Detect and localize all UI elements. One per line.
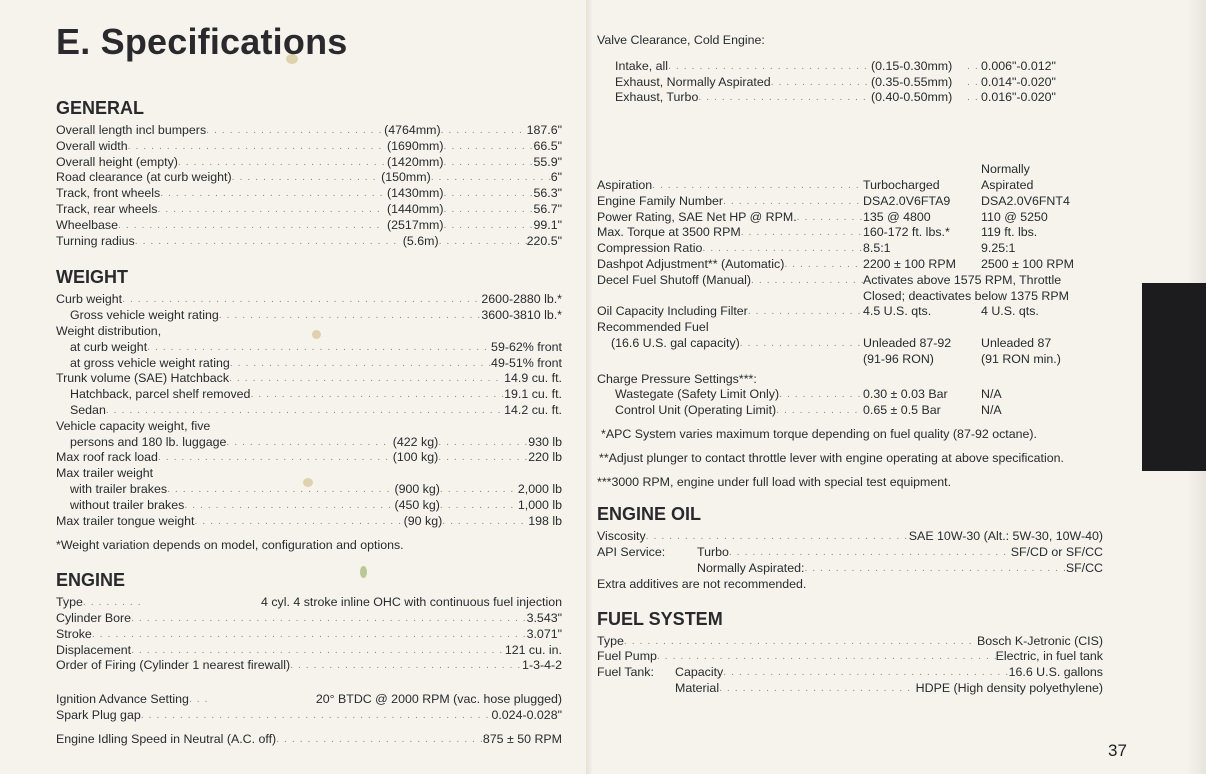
column-header: Normally <box>981 162 1030 177</box>
spec-label: Weight distribution, <box>56 323 162 338</box>
spec-row <box>56 202 562 218</box>
page-title: E. Specifications <box>56 21 348 62</box>
spec-metric: (1440mm) <box>387 201 444 216</box>
spec-label: Engine Family Number <box>597 193 724 208</box>
spec-row <box>56 595 562 611</box>
spec-row <box>597 634 1103 650</box>
spec-value: 99.1" <box>533 217 562 232</box>
weight-section <box>56 267 562 554</box>
spec-value: 1,000 lb <box>517 497 562 512</box>
spec-row <box>56 514 562 530</box>
spec-row <box>56 139 562 155</box>
footnote: ***3000 RPM, engine under full load with special test equipment. <box>597 474 952 489</box>
spec-label: Type <box>597 633 624 648</box>
spec-label: at gross vehicle weight rating <box>70 355 230 370</box>
spec-row <box>56 234 562 250</box>
engine-spec-table <box>597 162 1103 367</box>
spec-label: Max roof rack load <box>56 450 158 465</box>
spec-value: 20° BTDC @ 2000 RPM (vac. hose plugged) <box>315 692 562 707</box>
spec-label: Viscosity <box>597 529 646 544</box>
section-heading: WEIGHT <box>56 267 128 288</box>
spec-metric: (450 kg) <box>394 497 440 512</box>
spec-metric: (900 kg) <box>394 481 440 496</box>
section-heading: ENGINE OIL <box>597 504 702 525</box>
spec-label: at curb weight <box>70 339 148 354</box>
section-tab-marker <box>1142 283 1206 471</box>
spec-label: Recommended Fuel <box>597 320 709 335</box>
spec-label: Order of Firing (Cylinder 1 nearest firewall) <box>56 658 291 673</box>
spec-value: 66.5" <box>533 138 562 153</box>
spec-value: 4 cyl. 4 stroke inline OHC with continuous fuel injection <box>261 595 562 610</box>
spec-label: Curb weight <box>56 292 123 307</box>
spec-value: SF/CD or SF/CC <box>1010 545 1103 560</box>
spec-na-value: 4 U.S. qts. <box>981 304 1039 319</box>
spec-row <box>56 482 562 498</box>
spec-label: Power Rating, SAE Net HP @ RPM. <box>597 209 797 224</box>
spec-label: Charge Pressure Settings***: <box>597 371 757 386</box>
spec-row <box>56 450 562 466</box>
spec-value: 6" <box>550 170 562 185</box>
spec-value: 0.006"-0.012" <box>981 58 1056 73</box>
spec-row <box>56 186 562 202</box>
spec-label: Control Unit (Operating Limit) <box>615 403 777 418</box>
spec-label: Overall length incl bumpers <box>56 123 207 137</box>
spec-turbo-value: DSA2.0V6FTA9 <box>863 193 951 208</box>
spec-row <box>597 545 1103 561</box>
spec-row <box>56 123 562 139</box>
book-spine <box>586 0 592 774</box>
spec-label: Max trailer tongue weight <box>56 513 195 528</box>
spec-row <box>56 155 562 171</box>
spec-metric: (2517mm) <box>387 217 444 232</box>
spec-value: 875 ± 50 RPM <box>482 731 562 746</box>
spec-label: Road clearance (at curb weight) <box>56 170 232 185</box>
spec-label: Exhaust, Turbo <box>615 90 699 105</box>
spec-value: 187.6" <box>526 123 562 137</box>
spec-row <box>56 419 562 435</box>
spec-value: 16.6 U.S. gallons <box>1008 665 1103 680</box>
spec-row <box>56 435 562 451</box>
spec-turbo-value: 4.5 U.S. qts. <box>863 304 932 319</box>
spec-value: 198 lb <box>528 513 562 528</box>
footnote: **Adjust plunger to contact throttle lever with engine operating at above specification. <box>599 450 1064 465</box>
spec-label-cell <box>597 304 863 320</box>
spec-na-value: Aspirated <box>981 177 1034 192</box>
spec-metric: (1430mm) <box>387 186 444 201</box>
spec-label: Max. Torque at 3500 RPM <box>597 225 741 240</box>
footnote: *Weight variation depends on model, configuration and options. <box>56 538 404 553</box>
spec-label: Compression Ratio <box>597 241 703 256</box>
spec-value: 3.071" <box>526 626 562 641</box>
spec-row <box>56 627 562 643</box>
spec-row <box>56 340 562 356</box>
spec-row <box>56 356 562 372</box>
spec-value: 3.543" <box>526 610 562 625</box>
spec-value: 220 lb <box>528 450 562 465</box>
spec-na-value: (91 RON min.) <box>981 351 1061 366</box>
spec-turbo-value: (91-96 RON) <box>863 351 934 366</box>
spec-metric: (150mm) <box>381 170 431 185</box>
spec-na-value: 2500 ± 100 RPM <box>981 256 1074 271</box>
spec-label: Overall height (empty) <box>56 154 178 169</box>
spec-value: HDPE (High density polyethylene) <box>915 680 1103 695</box>
spec-value: Activates above 1575 RPM, Throttle Closed; deactivates below 1375 RPM <box>863 272 1069 303</box>
left-page <box>56 22 562 748</box>
spec-value: 56.7" <box>533 201 562 216</box>
spec-label: Engine Idling Speed in Neutral (A.C. off) <box>56 731 277 746</box>
spec-value: 19.1 cu. ft. <box>504 387 562 402</box>
spec-label: Sedan <box>70 402 106 417</box>
spec-value: 0.016"-0.020" <box>981 90 1056 105</box>
section-heading: GENERAL <box>56 98 145 118</box>
spec-row <box>56 643 562 659</box>
general-section <box>56 98 562 249</box>
spec-row <box>597 529 1103 545</box>
spec-metric: (90 kg) <box>403 513 443 528</box>
spec-value: SF/CC <box>1065 560 1103 575</box>
spec-row <box>56 466 562 482</box>
charge-pressure-table <box>597 372 1103 419</box>
spec-turbo-value: 135 @ 4800 <box>863 209 931 224</box>
spec-label: (16.6 U.S. gal capacity) <box>611 335 740 350</box>
spec-label: Wheelbase <box>56 217 118 232</box>
spec-value: 59-62% front <box>491 339 562 354</box>
spec-metric: (1690mm) <box>387 138 444 153</box>
spec-row <box>597 59 1103 75</box>
right-page <box>597 33 1103 697</box>
spec-label: Stroke <box>56 626 92 641</box>
spec-row <box>56 732 562 748</box>
spec-row <box>597 561 1103 577</box>
spec-label-cell <box>597 387 863 403</box>
spec-value: Electric, in fuel tank <box>995 649 1103 664</box>
spec-value: 49-51% front <box>491 355 562 370</box>
spec-label: Exhaust, Normally Aspirated <box>615 74 771 89</box>
spec-row <box>56 387 562 403</box>
spec-label: Trunk volume (SAE) Hatchback <box>56 371 230 386</box>
spec-value: 3600-3810 lb.* <box>481 308 562 323</box>
fuel-system-section <box>597 609 1103 697</box>
spec-na-value: N/A <box>981 403 1002 418</box>
spec-label-cell <box>597 257 863 273</box>
spec-metric: (4764mm) <box>384 123 441 137</box>
spec-label: Type <box>56 595 83 610</box>
spec-na-value: DSA2.0V6FNT4 <box>981 193 1070 208</box>
spec-turbo-value: Unleaded 87-92 <box>863 335 952 350</box>
spec-value: 14.2 cu. ft. <box>504 402 562 417</box>
spec-value: 0.024-0.028" <box>491 707 562 722</box>
engine-section <box>56 570 562 747</box>
spec-value: SAE 10W-30 (Alt.: 5W-30, 10W-40) <box>908 529 1103 544</box>
spec-label: Wastegate (Safety Limit Only) <box>615 387 780 402</box>
spec-na-value: 9.25:1 <box>981 241 1016 256</box>
spec-value: 14.9 cu. ft. <box>504 371 562 386</box>
note: Extra additives are not recommended. <box>597 576 807 591</box>
spec-label: Track, front wheels <box>56 186 161 201</box>
spec-label: Hatchback, parcel shelf removed <box>70 387 251 402</box>
section-heading: ENGINE <box>56 570 126 591</box>
spec-metric: (100 kg) <box>392 450 439 465</box>
spec-label-cell <box>597 320 863 336</box>
spec-row <box>56 292 562 308</box>
spec-row <box>597 665 1103 681</box>
spec-metric: (422 kg) <box>392 434 439 449</box>
spec-turbo-value: 8.5:1 <box>863 241 891 256</box>
spec-na-value: 119 ft. lbs. <box>981 225 1038 240</box>
section-heading: FUEL SYSTEM <box>597 608 723 629</box>
spec-label: Decel Fuel Shutoff (Manual) <box>597 272 752 287</box>
spec-label: Spark Plug gap <box>56 707 141 722</box>
spec-value: 1-3-4-2 <box>522 658 562 673</box>
spec-label-cell <box>597 178 863 194</box>
spec-label: persons and 180 lb. luggage <box>70 434 227 449</box>
spec-label: with trailer brakes <box>70 481 168 496</box>
spec-row <box>56 498 562 514</box>
valve-clearance-section <box>597 33 1103 106</box>
spec-value: Bosch K-Jetronic (CIS) <box>976 633 1103 648</box>
page-number: 37 <box>1108 741 1127 760</box>
spec-label: Track, rear wheels <box>56 201 158 216</box>
footnote: *APC System varies maximum torque depending on fuel quality (87-92 octane). <box>601 426 1037 441</box>
spec-label: Turbo <box>697 545 729 560</box>
spec-label: API Service: <box>597 545 666 560</box>
spec-metric: (0.15-0.30mm) <box>871 58 953 73</box>
spec-label-cell <box>597 273 863 305</box>
spec-label: Turning radius <box>56 233 135 248</box>
spec-row <box>56 371 562 387</box>
spec-turbo-value: 0.65 ± 0.5 Bar <box>863 403 941 418</box>
spec-value: 2600-2880 lb.* <box>481 292 562 307</box>
spec-label-cell <box>597 241 863 257</box>
spec-label: Material <box>675 680 720 695</box>
spec-label: without trailer brakes <box>70 497 185 512</box>
spec-label: Aspiration <box>597 177 653 192</box>
spec-row <box>56 324 562 340</box>
spec-label: Dashpot Adjustment** (Automatic) <box>597 256 785 271</box>
spec-row <box>597 75 1103 91</box>
spec-na-value: Unleaded 87 <box>981 335 1052 350</box>
spec-label: Overall width <box>56 138 128 153</box>
spec-row <box>56 658 562 674</box>
spec-value: 0.014"-0.020" <box>981 74 1056 89</box>
spec-row <box>597 681 1103 697</box>
spec-label: Oil Capacity Including Filter <box>597 304 748 319</box>
spec-row <box>56 170 562 186</box>
spec-metric: (0.35-0.55mm) <box>871 74 953 89</box>
spec-row <box>56 218 562 234</box>
spec-label: Max trailer weight <box>56 466 154 481</box>
spec-label: Displacement <box>56 642 132 657</box>
valve-heading: Valve Clearance, Cold Engine: <box>597 33 765 47</box>
spec-turbo-value: 0.30 ± 0.03 Bar <box>863 387 948 402</box>
spec-value: 56.3" <box>533 186 562 201</box>
spec-label: Vehicle capacity weight, five <box>56 418 211 433</box>
spec-value: 930 lb <box>528 434 562 449</box>
spec-label: Normally Aspirated: <box>697 560 805 575</box>
spec-label: Gross vehicle weight rating <box>70 308 219 323</box>
spec-na-value: N/A <box>981 387 1002 402</box>
spec-turbo-value: 2200 ± 100 RPM <box>863 256 956 271</box>
spec-value: 220.5" <box>526 233 562 248</box>
spec-turbo-value: 160-172 ft. lbs.* <box>863 225 950 240</box>
spec-metric: (0.40-0.50mm) <box>871 90 953 105</box>
spec-row <box>597 649 1103 665</box>
spec-label-cell <box>597 194 863 210</box>
spec-metric: (5.6m) <box>402 233 439 248</box>
spec-turbo-value: Turbocharged <box>863 177 940 192</box>
spec-label: Cylinder Bore <box>56 610 132 625</box>
spec-label: Ignition Advance Setting <box>56 692 189 707</box>
spec-metric: (1420mm) <box>387 154 444 169</box>
spec-value: 55.9" <box>533 154 562 169</box>
spec-label: Fuel Tank: <box>597 665 654 680</box>
spec-label: Intake, all <box>615 58 669 73</box>
spec-row <box>56 611 562 627</box>
spec-row <box>597 90 1103 106</box>
spec-label: Capacity <box>675 665 724 680</box>
engine-oil-section <box>597 504 1103 592</box>
spec-na-value: 110 @ 5250 <box>981 209 1048 224</box>
spec-label-cell <box>597 225 863 241</box>
spec-row <box>56 403 562 419</box>
spec-label-cell <box>597 336 863 352</box>
spec-value: 121 cu. in. <box>504 642 562 657</box>
spec-value: 2,000 lb <box>517 481 562 496</box>
spec-row <box>56 692 562 708</box>
spec-label-cell <box>597 210 863 226</box>
spec-label: Fuel Pump <box>597 649 657 664</box>
spec-row <box>56 308 562 324</box>
spec-label-cell <box>597 403 863 419</box>
spec-row <box>56 708 562 724</box>
